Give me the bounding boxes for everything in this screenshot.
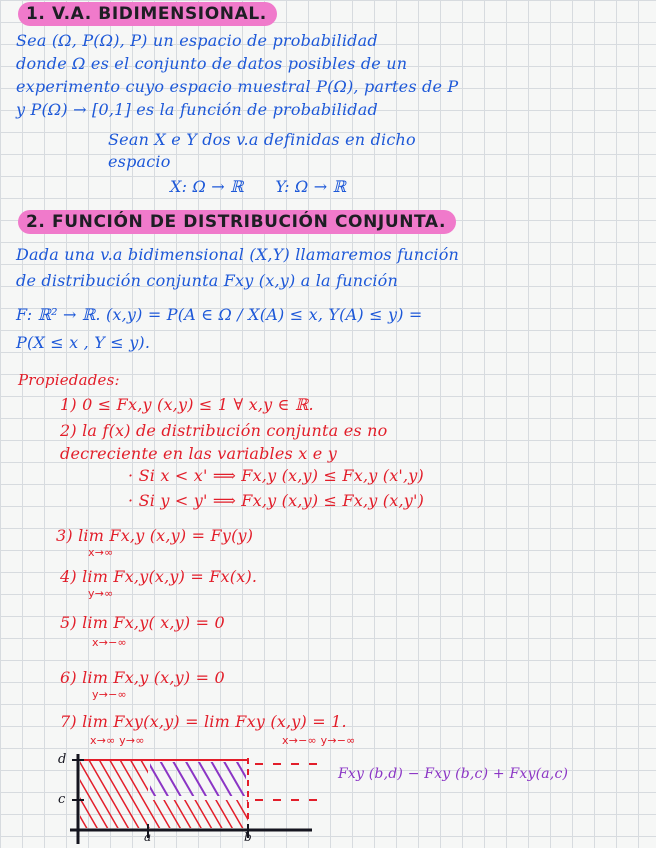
property-4: 4) lim Fx,y(x,y) = Fx(x).: [60, 567, 258, 586]
axis-label-a: a: [144, 830, 152, 844]
property-7-limit-subscript-left: x→∞ y→∞: [90, 734, 145, 747]
red-region-a: [80, 760, 148, 828]
section-2-line-1: Dada una v.a bidimensional (X,Y) llamaremos función: [16, 245, 460, 264]
section-1-heading: 1. V.A. BIDIMENSIONAL.: [18, 2, 277, 26]
section-1-line-3: experimento cuyo espacio muestral P(Ω), partes de P: [16, 77, 459, 96]
property-2: 2) la f(x) de distribución conjunta es no: [60, 421, 388, 440]
probability-region-sketch: [50, 748, 350, 848]
section-2-line-4: P(X ≤ x , Y ≤ y).: [16, 333, 151, 352]
property-3-limit-subscript: x→∞: [88, 546, 114, 559]
red-region-c-band: [148, 800, 248, 828]
section-1-line-1: Sea (Ω, P(Ω), P) un espacio de probabilidad: [16, 31, 378, 50]
property-2-case-y: · Si y < y' ⟹ Fx,y (x,y) ≤ Fx,y (x,y'): [128, 491, 425, 510]
property-5-limit-subscript: x→−∞: [92, 636, 127, 649]
properties-heading: Propiedades:: [18, 371, 120, 389]
section-2-line-3: F: ℝ² → ℝ. (x,y) = P(A ∈ Ω / X(A) ≤ x, Y(A) ≤ y) =: [16, 305, 423, 324]
axis-label-c: c: [58, 792, 66, 807]
property-6-limit-subscript: y→−∞: [92, 688, 127, 701]
section-2-heading: 2. FUNCIÓN DE DISTRIBUCIÓN CONJUNTA.: [18, 210, 456, 234]
rectangle-probability-formula: Fxy (b,d) − Fxy (b,c) + Fxy(a,c): [338, 766, 569, 782]
section-1-line-2: donde Ω es el conjunto de datos posibles de un: [16, 54, 408, 73]
property-7: 7) lim Fxy(x,y) = lim Fxy (x,y) = 1.: [60, 712, 347, 731]
property-1: 1) 0 ≤ Fx,y (x,y) ≤ 1 ∀ x,y ∈ ℝ.: [60, 395, 314, 414]
section-1-line-6: espacio: [108, 152, 171, 171]
section-2-line-2: de distribución conjunta Fxy (x,y) a la función: [16, 271, 399, 290]
section-1-mappings: X: Ω → ℝ Y: Ω → ℝ: [170, 177, 347, 196]
property-6: 6) lim Fx,y (x,y) = 0: [60, 668, 225, 687]
axis-label-d: d: [58, 752, 67, 767]
axis-label-b: b: [244, 830, 252, 844]
property-2-continued: decreciente en las variables x e y: [60, 444, 337, 463]
property-7-limit-subscript-right: x→−∞ y→−∞: [282, 734, 356, 747]
section-1-line-5: Sean X e Y dos v.a definidas en dicho: [108, 130, 416, 149]
property-5: 5) lim Fx,y( x,y) = 0: [60, 613, 225, 632]
section-1-line-4: y P(Ω) → [0,1] es la función de probabilidad: [16, 100, 378, 119]
property-4-limit-subscript: y→∞: [88, 587, 114, 600]
purple-region: [150, 762, 246, 796]
property-2-case-x: · Si x < x' ⟹ Fx,y (x,y) ≤ Fx,y (x',y): [128, 466, 424, 485]
property-3: 3) lim Fx,y (x,y) = Fy(y): [56, 526, 254, 545]
